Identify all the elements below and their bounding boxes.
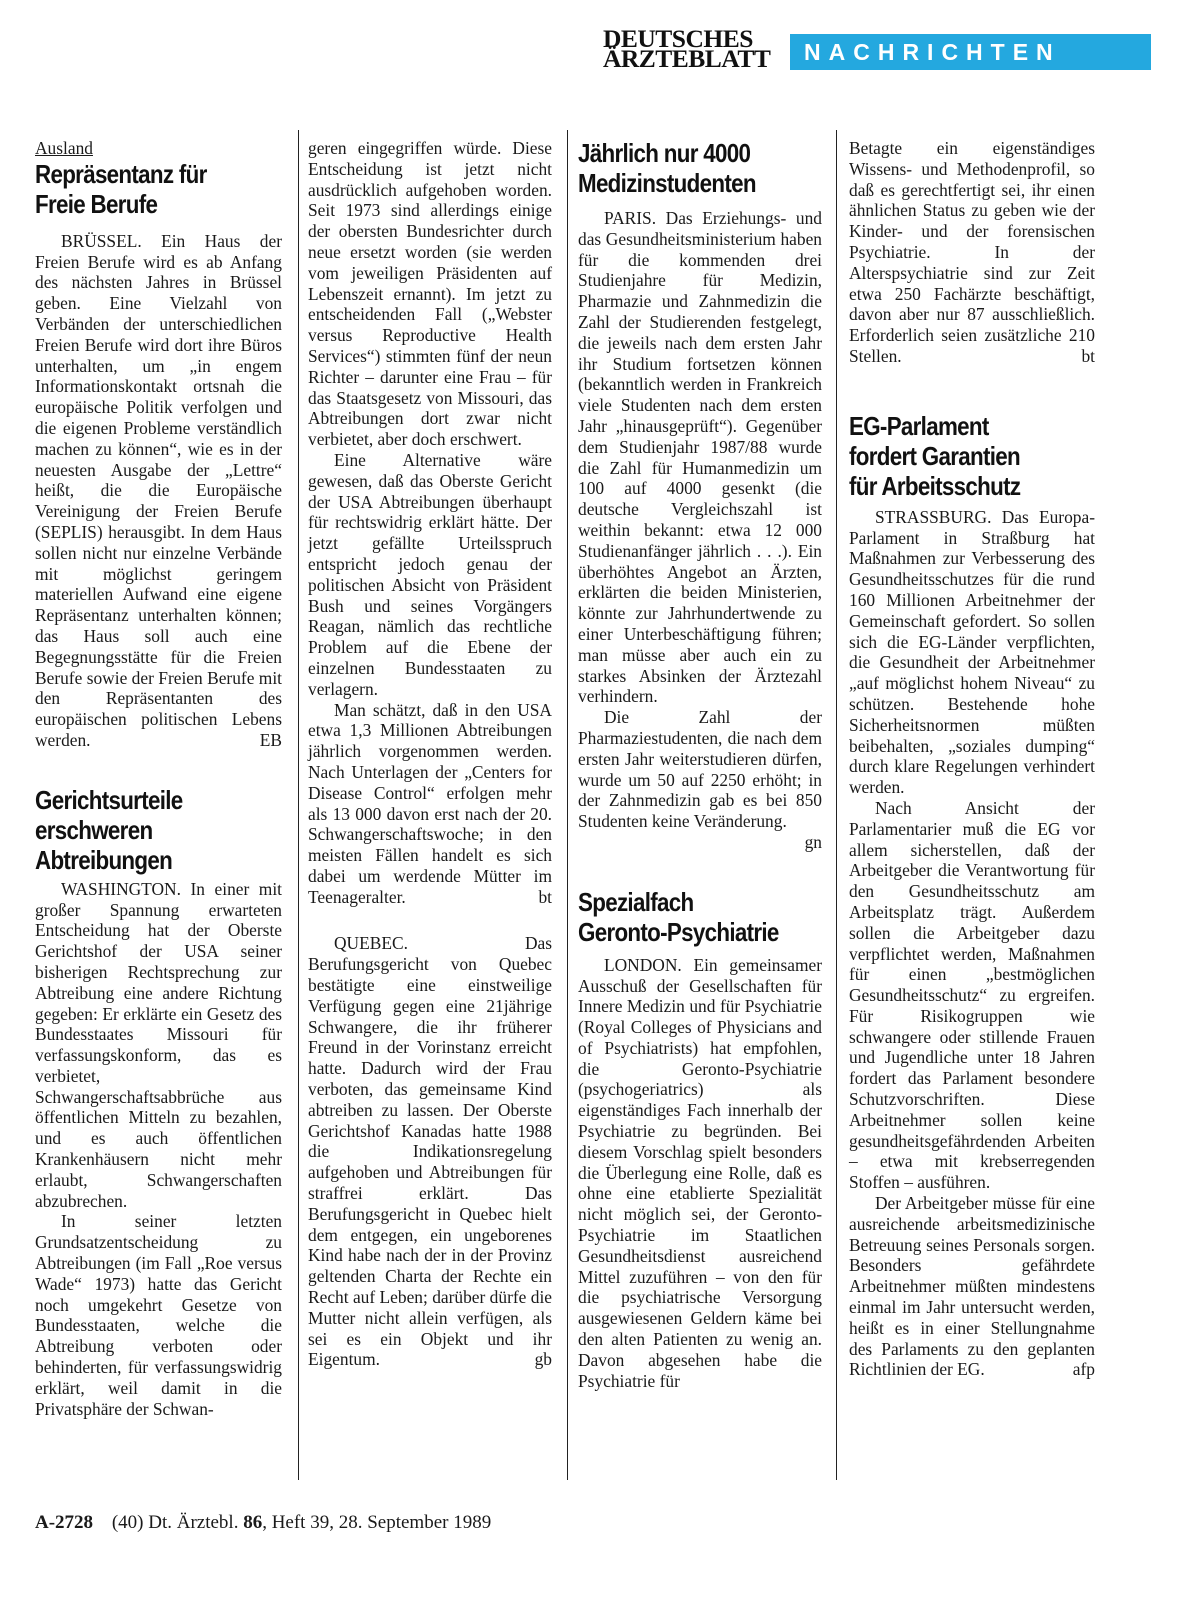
page-footer (35, 1512, 491, 1534)
article-paragraph: geren eingegriffen würde. Diese Entscheidung ist jetzt nicht ausdrücklich aufgehoben worden. Seit 1973 sind allerdings einige der obersten Bundesrichter durch neue ersetzt worden (sie werden vom jeweiligen Präsidenten auf Lebenszeit ernannt). Im jetzt zu entscheidenden Fall („Webster versus Reproductive Health Services“) stimmten fünf der neun Richter – darunter eine Frau – für das Staatsgesetz von Missouri, das Abtreibungen dort zwar nicht verbietet, aber doch erschwert. (308, 138, 552, 450)
headline-line: für Arbeitsschutz (849, 470, 1021, 501)
paragraph-text: Die Zahl der Pharmaziestudenten, die nach dem ersten Jahr weiterstudieren dürfen, wurde um 50 auf 2250 erhöht; in der Zahnmedizin gab es bei 850 Studenten keine Veränderung. (578, 707, 822, 832)
article-paragraph: Nach Ansicht der Parlamentarier muß die EG vor allem sicherstellen, daß der Arbeitgeber die Verantwortung für den Gesundheitsschutz am Arbeitsplatz trägt. Außerdem sollen die Arbeitgeber dazu verpflichtet werden, Maßnahmen für einen „bestmöglichen Gesundheitsschutz“ zu ergreifen. Für Risikogruppen wie schwangere oder stillende Frauen und Jugendliche unter 18 Jahren fordert das Parlament besondere Schutzvorschriften. Diese Arbeitnehmer sollen keine gesundheitsgefährdenden Arbeiten – etwa mit krebserregenden Stoffen – ausführen. (849, 797, 1095, 1193)
article-paragraph: LONDON. Ein gemeinsamer Ausschuß der Gesellschaften für Innere Medizin und für Psychiatrie (Royal Colleges of Physicians and of Psychiatrists) hat empfohlen, die Geronto-Psychiatrie (psychogeriatrics) als eigenständiges Fach innerhalb der Psychiatrie zu begründen. Bei diesem Vorschlag spielt besonders die Überlegung eine Rolle, daß es ohne eine etablierte Spezialität nicht möglich sei, der Geronto-Psychiatrie im Staatlichen Gesundheitsdienst ausreichend Mittel zuzuführen – von den für die psychiatrische Versorgung ausgewiesenen Geldern käme bei den alten Patienten zu wenig an. Davon abgesehen habe die Psychiatrie für (578, 954, 822, 1391)
article-paragraph: STRASSBURG. Das Europa-Parlament in Straßburg hat Maßnahmen zur Verbesserung des Gesundheitsschutzes für die rund 160 Millionen Arbeitnehmer der Gemeinschaft gefordert. So sollen sich die EG-Länder verpflichten, die Gesundheit der Arbeitnehmer „auf möglichst hohem Niveau“ zu schützen. Bestehende hohe Sicherheitsnormen müßten beibehalten, „soziales dumping“ durch klare Regelungen verhindert werden. (849, 506, 1095, 798)
headline-line: Geronto-Psychiatrie (578, 916, 779, 947)
headline-line: Gerichtsurteile (35, 784, 183, 815)
column-1 (35, 138, 282, 1419)
column-2 (308, 138, 552, 1370)
brand-line-1: DEUTSCHES (603, 26, 753, 53)
section-kicker: Ausland (35, 138, 93, 158)
author-signature: gb (534, 1349, 552, 1370)
paragraph-text: QUEBEC. Das Berufungsgericht von Quebec bestätigte eine einstweilige Verfügung gegen eine 21jährige Schwangere, die ihr früherer Freund in der Vorinstanz erreicht hatte. Dadurch wird der Frau verboten, das gemeinsame Kind abtreiben zu lassen. Der Oberste Gerichtshof Kanadas hatte 1988 die Indikationsregelung aufgehoben und Abtreibungen für straffrei erklärt. Das Berufungsgericht in Quebec hielt dem entgegen, ein ungeborenes Kind habe nach der in der Provinz geltenden Charta der Rechte ein Recht auf Leben; darüber dürfe die Mutter nicht allein verfügen, als sei es ein Objekt und ihr Eigentum. (308, 933, 552, 1370)
column-4 (849, 138, 1095, 1380)
article-paragraph (849, 1193, 1095, 1380)
paragraph-text: Betagte ein eigenständiges Wissens- und Methodenprofil, so daß es gerechtfertigt sei, ihr einen ähnlichen Status zu geben wie der Kinder- und der forensischen Psychiatrie. In der Alterspsychiatrie sind zur Zeit etwa 250 Fachärzte beschäftigt, davon aber nur 87 ausschließlich. Erforderlich seien zusätzliche 210 Stellen. (849, 138, 1095, 366)
headline-line: Abtreibungen (35, 844, 173, 875)
masthead (603, 26, 1153, 74)
article-paragraph (578, 707, 822, 852)
article-headline (578, 138, 822, 198)
headline-line: Medizinstudenten (578, 168, 756, 198)
headline-line: fordert Garantien (849, 440, 1020, 471)
article-headline (35, 785, 282, 875)
author-signature: EB (259, 729, 282, 750)
article-paragraph: WASHINGTON. In einer mit großer Spannung erwarteten Entscheidung hat der Oberste Gerichtshof der USA seiner bisherigen Rechtsprechung zur Abtreibung eine andere Richtung gegeben: Er erklärte ein Gesetz des Bundesstaates Missouri für verfassungskonform, das es verbietet, Schwangerschaftsabbrüche aus öffentlichen Mitteln zu bezahlen, und es auch öffentlichen Krankenhäusern nicht mehr erlaubt, Schwangerschaften abzubrechen. (35, 878, 282, 1211)
headline-line: Repräsentanz für (35, 158, 207, 189)
citation-volume: 86 (243, 1512, 263, 1533)
article-paragraph: PARIS. Das Erziehungs- und das Gesundheitsministerium haben für die kommenden drei Studienjahre für Medizin, Pharmazie und Zahnmedizin die Zahl der Studierenden festgelegt, die jeweils nach dem ersten Jahr ihr Studium fortsetzen können (bekanntlich werden in Frankreich viele Studenten nach dem ersten Jahr „hinausgeprüft“). Gegenüber dem Studienjahr 1987/88 wurde die Zahl für Humanmedizin um 100 auf 4000 gesenkt (die deutsche Vergleichszahl ist weithin bekannt: etwa 12 000 Studienanfänger jährlich . . .). Ein überhöhtes Angebot an Ärzten, erklärten die beiden Ministerien, könnte zur Jahrhundertwende zu einer Unterbeschäftigung führen; man müsse aber auch ein zu starkes Absinken der Ärztezahl verhindern. (578, 208, 822, 707)
article-paragraph (35, 231, 282, 751)
paragraph-text: BRÜSSEL. Ein Haus der Freien Berufe wird es ab Anfang des nächsten Jahres in Brüssel geben. Eine Vielzahl von Verbänden der unterschiedlichen Freien Berufe wird dort ihre Büros unterhalten, um „in engem Informationskontakt ortsnah die europäische Politik verfolgen und die eigenen Probleme verständlich machen zu können“, wie es in der neuesten Ausgabe der „Lettre“ heißt, die die Europäische Vereinigung der Freien Berufe (SEPLIS) herausgibt. In dem Haus sollen nicht nur einzelne Verbände mit möglichst geringem materiellen Aufwand eine eigene Repräsentanz unterhalten können; das Haus soll auch eine Begegnungsstätte für die Freien Berufe sowie der Freien Berufe mit den Repräsentanten des europäischen politischen Lebens werden. (35, 230, 282, 750)
article-paragraph (849, 138, 1095, 367)
article-paragraph: Eine Alternative wäre gewesen, daß das Oberste Gericht der USA Abtreibungen überhaupt für rechtswidrig erklärt hätte. Der jetzt gefällte Urteilsspruch entspricht jedoch genau der politischen Absicht von Präsident Bush und seines Vorgängers Reagan, nämlich das rechtliche Problem auf die Ebene der einzelnen Bundesstaaten zu verlagern. (308, 449, 552, 699)
article-paragraph (308, 933, 552, 1370)
citation-prefix: (40) Dt. Ärztebl. (111, 1512, 239, 1533)
headline-line: Freie Berufe (35, 188, 158, 219)
article-headline (849, 411, 1095, 501)
author-signature: bt (1081, 345, 1095, 366)
paragraph-text: Der Arbeitgeber müsse für eine ausreichende arbeitsmedizinische Betreuung seines Personals sorgen. Besonders gefährdete Arbeitnehmer müßten mindestens einmal im Jahr untersucht werden, heißt es in einer Stellungnahme des Parlaments zu den geplanten Richtlinien der EG. (849, 1193, 1095, 1380)
article-headline (578, 887, 822, 947)
headline-line: Spezialfach (578, 886, 694, 917)
column-rule (836, 130, 837, 1480)
page-number: A-2728 (35, 1512, 94, 1533)
headline-line: Jährlich nur 4000 (578, 138, 751, 168)
article-paragraph (308, 700, 552, 908)
author-signature: gn (804, 831, 822, 852)
section-banner: NACHRICHTEN (790, 34, 1151, 70)
citation-suffix: , Heft 39, 28. September 1989 (262, 1512, 492, 1533)
brand-line-2: ÄRZTEBLATT (603, 46, 771, 73)
column-rule (298, 130, 299, 1480)
brand-logo (603, 26, 771, 74)
author-signature: afp (1072, 1359, 1095, 1380)
headline-line: EG-Parlament (849, 410, 989, 441)
article-headline (35, 159, 282, 219)
column-3 (578, 138, 822, 1391)
paragraph-text: Man schätzt, daß in den USA etwa 1,3 Millionen Abtreibungen jährlich vorgenommen werden. Nach Unterlagen der „Centers for Disease Control“ erfolgen mehr als 13 000 davon erst nach der 20. Schwangerschaftswoche; in den meisten Fällen handelt es sich dabei um werdende Mütter im Teenageralter. (308, 699, 552, 907)
article-paragraph: In seiner letzten Grundsatzentscheidung zu Abtreibungen (im Fall „Roe versus Wade“ 1973) hatte das Gericht noch umgekehrt Gesetze von Bundesstaaten, welche die Abtreibung verboten oder behinderten, für verfassungswidrig erklärt, weil damit in die Privatsphäre der Schwan- (35, 1211, 282, 1419)
headline-line: erschweren (35, 814, 153, 845)
author-signature: bt (538, 886, 552, 907)
column-rule (567, 130, 568, 1480)
